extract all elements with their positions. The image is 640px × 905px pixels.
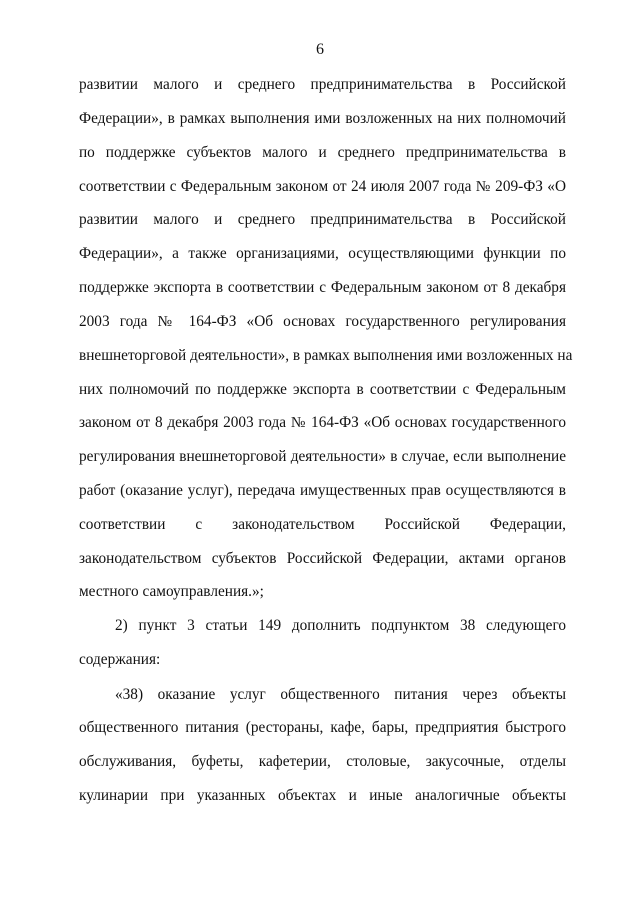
text-line: внешнеторговой деятельности», в рамках выполнения ими возложенных на (79, 347, 573, 364)
text-line: по поддержке субъектов малого и среднего предпринимательства в (79, 144, 566, 161)
text-line: регулирования внешнеторговой деятельности» в случае, если выполнение (79, 448, 566, 465)
text-line: кулинарии при указанных объектах и иные аналогичные объекты (79, 787, 566, 804)
text-line: общественного питания (рестораны, кафе, бары, предприятия быстрого (79, 719, 566, 736)
text-line: Федерации», а также организациями, осуществляющими функции по (79, 245, 566, 262)
text-line: законом от 8 декабря 2003 года № 164-ФЗ «Об основах государственного (79, 414, 566, 431)
text-line: обслуживания, буфеты, кафетерии, столовые, закусочные, отделы (79, 753, 566, 770)
text-line: развитии малого и среднего предпринимательства в Российской (79, 76, 566, 93)
text-line: «38) оказание услуг общественного питания через объекты (115, 686, 566, 703)
text-line: соответствии с Федеральным законом от 24 июля 2007 года № 209-ФЗ «О (79, 178, 566, 195)
text-line: них полномочий по поддержке экспорта в соответствии с Федеральным (79, 381, 566, 398)
text-line: Федерации», в рамках выполнения ими возложенных на них полномочий (79, 110, 566, 127)
text-line: 2003 года № 164-ФЗ «Об основах государственного регулирования (79, 313, 566, 330)
text-line: законодательством субъектов Российской Федерации, актами органов (79, 550, 566, 567)
text-line: 2) пункт 3 статьи 149 дополнить подпунктом 38 следующего (115, 617, 566, 634)
text-line: развитии малого и среднего предпринимательства в Российской (79, 211, 566, 228)
text-line: соответствии с законодательством Российской Федерации, (79, 516, 566, 533)
text-line: поддержке экспорта в соответствии с Федеральным законом от 8 декабря (79, 279, 566, 296)
text-line: местного самоуправления.»; (79, 583, 264, 600)
text-line: работ (оказание услуг), передача имущественных прав осуществляются в (79, 482, 566, 499)
text-line: содержания: (79, 651, 161, 668)
page-number: 6 (316, 41, 324, 58)
